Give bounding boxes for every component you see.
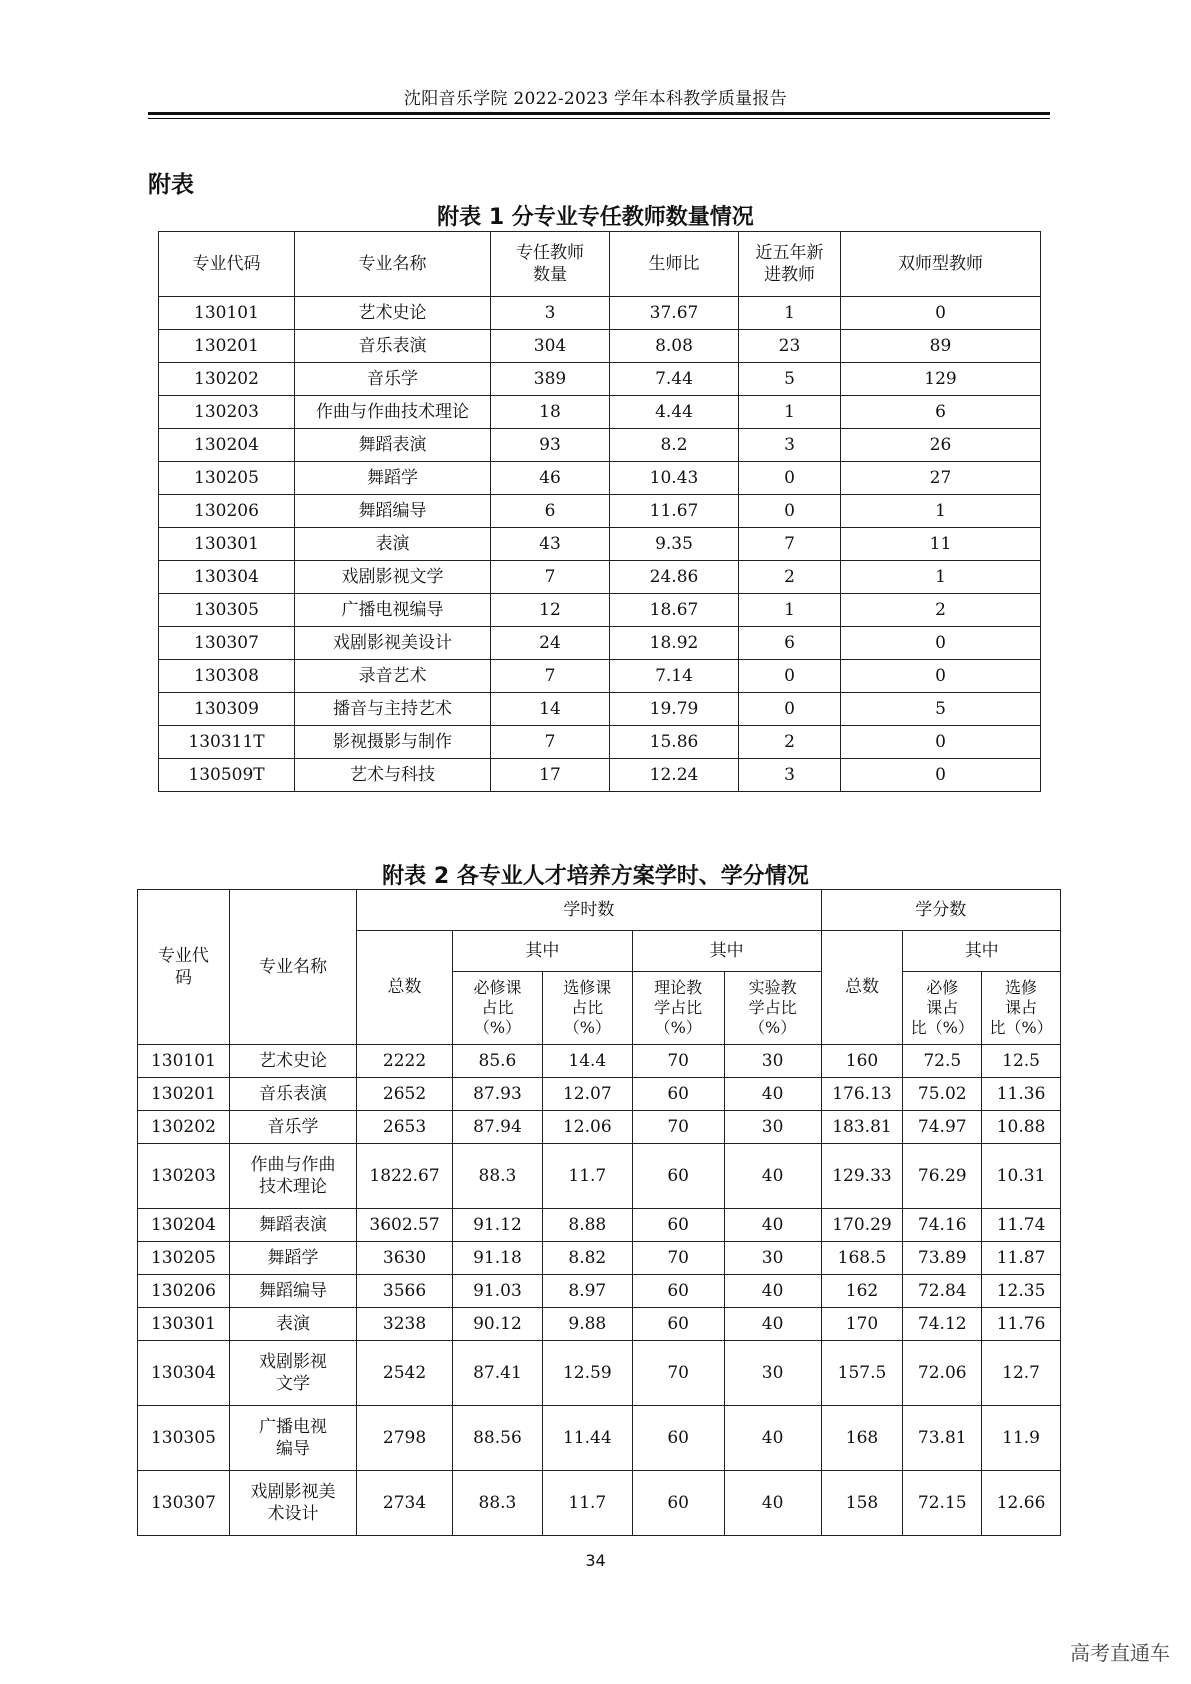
table-cell: 130308 [159, 660, 295, 693]
table-cell: 304 [491, 330, 610, 363]
table-cell: 70 [632, 1045, 724, 1078]
table-cell: 60 [632, 1308, 724, 1341]
table2-body [138, 1045, 1061, 1536]
table-row [138, 1144, 1061, 1209]
table-cell: 183.81 [821, 1111, 903, 1144]
table-cell: 戏剧影视美设计 [295, 627, 491, 660]
table-cell: 0 [739, 693, 841, 726]
table-cell: 75.02 [903, 1078, 982, 1111]
table-cell: 74.16 [903, 1209, 982, 1242]
table-cell: 7.14 [610, 660, 739, 693]
table-cell: 2652 [357, 1078, 453, 1111]
table-cell: 40 [724, 1144, 821, 1209]
table-cell: 130203 [159, 396, 295, 429]
table-row [159, 627, 1041, 660]
table-cell: 0 [841, 726, 1041, 759]
table-cell: 130301 [138, 1308, 230, 1341]
table-cell: 389 [491, 363, 610, 396]
table-cell: 130309 [159, 693, 295, 726]
table-cell: 40 [724, 1471, 821, 1536]
table-cell: 3602.57 [357, 1209, 453, 1242]
table-cell: 7 [491, 660, 610, 693]
header-major-name: 专业名称 [229, 890, 356, 1045]
table-row [138, 1242, 1061, 1275]
table-cell: 85.6 [453, 1045, 543, 1078]
table1-body [159, 297, 1041, 792]
page-number: 34 [585, 1551, 606, 1570]
table-cell: 176.13 [821, 1078, 903, 1111]
table-cell: 10.43 [610, 462, 739, 495]
table-cell: 11.67 [610, 495, 739, 528]
table-cell: 170.29 [821, 1209, 903, 1242]
table-cell: 1 [739, 396, 841, 429]
header-credits-of-which: 其中 [903, 931, 1061, 972]
hours-credits-table [137, 889, 1061, 1536]
table-cell: 5 [739, 363, 841, 396]
table-cell: 11.7 [542, 1144, 632, 1209]
table-cell: 88.3 [453, 1471, 543, 1536]
table-cell: 170 [821, 1308, 903, 1341]
table-cell: 72.15 [903, 1471, 982, 1536]
table-cell: 1822.67 [357, 1144, 453, 1209]
table-cell: 7 [491, 561, 610, 594]
table-cell: 158 [821, 1471, 903, 1536]
table-cell: 11.36 [982, 1078, 1061, 1111]
section-label: 附表 [148, 172, 194, 198]
table-cell: 作曲与作曲技术理论 [295, 396, 491, 429]
table-cell: 8.97 [542, 1275, 632, 1308]
table-cell: 1 [841, 495, 1041, 528]
table-cell: 0 [739, 462, 841, 495]
header-credits-required-ratio: 必修 课占 比（%） [903, 972, 982, 1045]
table-cell: 60 [632, 1275, 724, 1308]
table-cell: 0 [841, 660, 1041, 693]
table-row [159, 594, 1041, 627]
table-cell: 87.93 [453, 1078, 543, 1111]
table-cell: 2798 [357, 1406, 453, 1471]
table1-header-row [159, 232, 1041, 297]
table-cell: 舞蹈编导 [229, 1275, 356, 1308]
table-cell: 43 [491, 528, 610, 561]
table-row [159, 330, 1041, 363]
table-cell: 2222 [357, 1045, 453, 1078]
table-cell: 70 [632, 1242, 724, 1275]
table-cell: 24.86 [610, 561, 739, 594]
table-cell: 130509T [159, 759, 295, 792]
table-cell: 11.74 [982, 1209, 1061, 1242]
table-cell: 艺术与科技 [295, 759, 491, 792]
table-cell: 130305 [138, 1406, 230, 1471]
table-cell: 40 [724, 1078, 821, 1111]
table-cell: 168.5 [821, 1242, 903, 1275]
header-elective-ratio: 选修课 占比 （%） [542, 972, 632, 1045]
table-cell: 音乐表演 [295, 330, 491, 363]
table-cell: 12.59 [542, 1341, 632, 1406]
table-cell: 3 [739, 759, 841, 792]
header-practice-ratio: 实验教 学占比 （%） [724, 972, 821, 1045]
table-cell: 26 [841, 429, 1041, 462]
table-cell: 130307 [159, 627, 295, 660]
header-rule-thick [148, 112, 1050, 115]
table-cell: 129 [841, 363, 1041, 396]
table-cell: 戏剧影视文学 [295, 561, 491, 594]
header-credits-group: 学分数 [821, 890, 1060, 931]
table-cell: 2 [841, 594, 1041, 627]
table-cell: 12.35 [982, 1275, 1061, 1308]
table-cell: 12.24 [610, 759, 739, 792]
table-row [159, 363, 1041, 396]
table-cell: 表演 [295, 528, 491, 561]
table-cell: 3566 [357, 1275, 453, 1308]
table-cell: 表演 [229, 1308, 356, 1341]
table-row [138, 1209, 1061, 1242]
table-cell: 18.67 [610, 594, 739, 627]
table-cell: 130101 [159, 297, 295, 330]
table-cell: 73.81 [903, 1406, 982, 1471]
table-cell: 14 [491, 693, 610, 726]
table-cell: 130206 [138, 1275, 230, 1308]
table-cell: 15.86 [610, 726, 739, 759]
table-cell: 0 [841, 627, 1041, 660]
table-cell: 0 [739, 660, 841, 693]
table-cell: 30 [724, 1111, 821, 1144]
table-cell: 24 [491, 627, 610, 660]
table-row [159, 726, 1041, 759]
table-cell: 30 [724, 1341, 821, 1406]
table-cell: 8.2 [610, 429, 739, 462]
table-cell: 74.12 [903, 1308, 982, 1341]
table-cell: 10.31 [982, 1144, 1061, 1209]
table-cell: 130204 [159, 429, 295, 462]
table-cell: 14.4 [542, 1045, 632, 1078]
table-cell: 广播电视编导 [295, 594, 491, 627]
table-row [159, 528, 1041, 561]
table-row [138, 1406, 1061, 1471]
table-cell: 音乐学 [295, 363, 491, 396]
table-row [159, 462, 1041, 495]
table-cell: 影视摄影与制作 [295, 726, 491, 759]
table-row [138, 1275, 1061, 1308]
table-cell: 7 [739, 528, 841, 561]
table-cell: 1 [739, 297, 841, 330]
header-student-teacher-ratio: 生师比 [610, 232, 739, 297]
table-cell: 18.92 [610, 627, 739, 660]
table-cell: 音乐学 [229, 1111, 356, 1144]
table-cell: 130101 [138, 1045, 230, 1078]
table-cell: 12.06 [542, 1111, 632, 1144]
table-row [159, 297, 1041, 330]
table-cell: 130205 [138, 1242, 230, 1275]
table-cell: 5 [841, 693, 1041, 726]
table-cell: 23 [739, 330, 841, 363]
table-row [138, 1045, 1061, 1078]
table-cell: 93 [491, 429, 610, 462]
table-cell: 160 [821, 1045, 903, 1078]
table-cell: 18 [491, 396, 610, 429]
header-new-teachers: 近五年新 进教师 [739, 232, 841, 297]
table-row [159, 396, 1041, 429]
table-cell: 130311T [159, 726, 295, 759]
table-cell: 87.94 [453, 1111, 543, 1144]
table-row [159, 660, 1041, 693]
table2-title: 附表 2 各专业人才培养方案学时、学分情况 [382, 864, 809, 889]
table-row [138, 1471, 1061, 1536]
table-cell: 60 [632, 1209, 724, 1242]
table-cell: 4.44 [610, 396, 739, 429]
table-row [138, 1308, 1061, 1341]
table-cell: 30 [724, 1045, 821, 1078]
table2-header-row-1 [138, 890, 1061, 931]
table-cell: 作曲与作曲 技术理论 [229, 1144, 356, 1209]
table-row [159, 429, 1041, 462]
table-cell: 音乐表演 [229, 1078, 356, 1111]
table-cell: 27 [841, 462, 1041, 495]
header-fulltime-teachers: 专任教师 数量 [491, 232, 610, 297]
table-cell: 3 [491, 297, 610, 330]
page-header: 沈阳音乐学院 2022-2023 学年本科教学质量报告 [403, 89, 788, 109]
header-major-name: 专业名称 [295, 232, 491, 297]
table-cell: 130307 [138, 1471, 230, 1536]
table-cell: 2 [739, 561, 841, 594]
table-cell: 11.7 [542, 1471, 632, 1536]
table-cell: 0 [841, 297, 1041, 330]
table-cell: 130305 [159, 594, 295, 627]
table-cell: 60 [632, 1144, 724, 1209]
table-cell: 10.88 [982, 1111, 1061, 1144]
table-cell: 60 [632, 1078, 724, 1111]
header-rule-thin [148, 118, 1050, 119]
table-cell: 72.5 [903, 1045, 982, 1078]
table-cell: 130206 [159, 495, 295, 528]
table-cell: 舞蹈学 [229, 1242, 356, 1275]
table1-title: 附表 1 分专业专任教师数量情况 [437, 205, 754, 230]
table-cell: 0 [841, 759, 1041, 792]
table-cell: 70 [632, 1341, 724, 1406]
table-cell: 2 [739, 726, 841, 759]
table-cell: 76.29 [903, 1144, 982, 1209]
table-cell: 17 [491, 759, 610, 792]
header-hours-group: 学时数 [357, 890, 822, 931]
table-cell: 0 [739, 495, 841, 528]
table-cell: 40 [724, 1406, 821, 1471]
table-cell: 录音艺术 [295, 660, 491, 693]
table-cell: 40 [724, 1209, 821, 1242]
header-required-ratio: 必修课 占比 （%） [453, 972, 543, 1045]
table-row [138, 1078, 1061, 1111]
table-cell: 70 [632, 1111, 724, 1144]
table-cell: 7 [491, 726, 610, 759]
table-cell: 130202 [138, 1111, 230, 1144]
table-cell: 8.82 [542, 1242, 632, 1275]
table-cell: 73.89 [903, 1242, 982, 1275]
table-cell: 11.76 [982, 1308, 1061, 1341]
table-cell: 130201 [138, 1078, 230, 1111]
table-row [159, 495, 1041, 528]
table-cell: 162 [821, 1275, 903, 1308]
table-cell: 12.07 [542, 1078, 632, 1111]
table-cell: 89 [841, 330, 1041, 363]
table-cell: 3238 [357, 1308, 453, 1341]
table-cell: 戏剧影视美 术设计 [229, 1471, 356, 1536]
table-cell: 130203 [138, 1144, 230, 1209]
table-cell: 129.33 [821, 1144, 903, 1209]
table-cell: 8.08 [610, 330, 739, 363]
table-cell: 72.06 [903, 1341, 982, 1406]
header-credits-total: 总数 [821, 931, 903, 1045]
table-cell: 6 [491, 495, 610, 528]
table-row [159, 693, 1041, 726]
table-cell: 157.5 [821, 1341, 903, 1406]
table-cell: 130204 [138, 1209, 230, 1242]
table-cell: 60 [632, 1471, 724, 1536]
table-cell: 40 [724, 1275, 821, 1308]
table-row [159, 759, 1041, 792]
table-cell: 舞蹈编导 [295, 495, 491, 528]
table-cell: 11.87 [982, 1242, 1061, 1275]
header-hours-of-which-a: 其中 [453, 931, 633, 972]
table-cell: 艺术史论 [295, 297, 491, 330]
table-cell: 91.12 [453, 1209, 543, 1242]
header-hours-of-which-b: 其中 [632, 931, 821, 972]
table-row [138, 1111, 1061, 1144]
header-major-code: 专业代码 [159, 232, 295, 297]
header-major-code: 专业代 码 [138, 890, 230, 1045]
table-cell: 9.88 [542, 1308, 632, 1341]
header-credits-elective-ratio: 选修 课占 比（%） [982, 972, 1061, 1045]
header-theory-ratio: 理论教 学占比 （%） [632, 972, 724, 1045]
table-cell: 88.56 [453, 1406, 543, 1471]
table-cell: 7.44 [610, 363, 739, 396]
table-cell: 74.97 [903, 1111, 982, 1144]
table-cell: 2734 [357, 1471, 453, 1536]
table-cell: 11.44 [542, 1406, 632, 1471]
table-cell: 舞蹈学 [295, 462, 491, 495]
table-cell: 戏剧影视 文学 [229, 1341, 356, 1406]
table-cell: 19.79 [610, 693, 739, 726]
teacher-count-table [158, 231, 1041, 792]
table-cell: 2542 [357, 1341, 453, 1406]
table-cell: 1 [841, 561, 1041, 594]
table-cell: 37.67 [610, 297, 739, 330]
table-cell: 130202 [159, 363, 295, 396]
table-cell: 6 [739, 627, 841, 660]
table-cell: 3 [739, 429, 841, 462]
table-cell: 130304 [159, 561, 295, 594]
watermark: 高考直通车 [1070, 1641, 1170, 1665]
table-cell: 12.66 [982, 1471, 1061, 1536]
table-cell: 舞蹈表演 [229, 1209, 356, 1242]
table-cell: 3630 [357, 1242, 453, 1275]
table-cell: 艺术史论 [229, 1045, 356, 1078]
table-cell: 8.88 [542, 1209, 632, 1242]
table-cell: 168 [821, 1406, 903, 1471]
table-cell: 87.41 [453, 1341, 543, 1406]
table-cell: 91.03 [453, 1275, 543, 1308]
table-row [138, 1341, 1061, 1406]
table-row [159, 561, 1041, 594]
table-cell: 72.84 [903, 1275, 982, 1308]
table-cell: 130304 [138, 1341, 230, 1406]
table-cell: 30 [724, 1242, 821, 1275]
table-cell: 12.7 [982, 1341, 1061, 1406]
table-cell: 9.35 [610, 528, 739, 561]
table-cell: 播音与主持艺术 [295, 693, 491, 726]
table-cell: 11 [841, 528, 1041, 561]
table-cell: 12.5 [982, 1045, 1061, 1078]
table-cell: 91.18 [453, 1242, 543, 1275]
table-cell: 广播电视 编导 [229, 1406, 356, 1471]
table-cell: 1 [739, 594, 841, 627]
table-cell: 11.9 [982, 1406, 1061, 1471]
table-cell: 40 [724, 1308, 821, 1341]
header-dual-teachers: 双师型教师 [841, 232, 1041, 297]
table-cell: 88.3 [453, 1144, 543, 1209]
table-cell: 6 [841, 396, 1041, 429]
table-cell: 130205 [159, 462, 295, 495]
table-cell: 舞蹈表演 [295, 429, 491, 462]
table-cell: 130201 [159, 330, 295, 363]
table-cell: 90.12 [453, 1308, 543, 1341]
table-cell: 2653 [357, 1111, 453, 1144]
table-cell: 130301 [159, 528, 295, 561]
header-hours-total: 总数 [357, 931, 453, 1045]
table-cell: 46 [491, 462, 610, 495]
table-cell: 12 [491, 594, 610, 627]
table-cell: 60 [632, 1406, 724, 1471]
